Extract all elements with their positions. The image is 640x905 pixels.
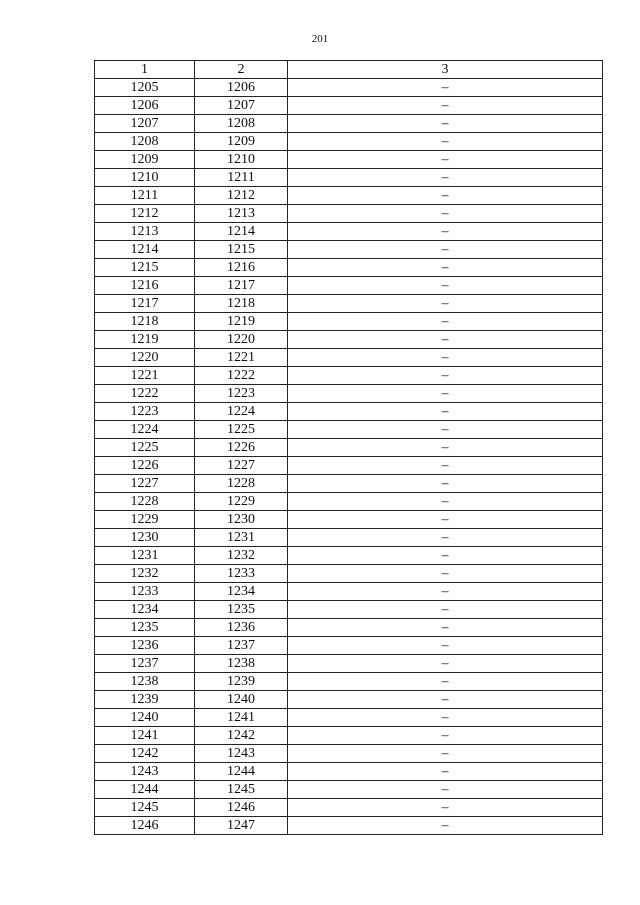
- table-cell-col-3: –: [288, 295, 603, 313]
- table-cell-col-3: –: [288, 493, 603, 511]
- table-cell-col-2: 1246: [195, 799, 288, 817]
- table-cell-col-1: 1215: [95, 259, 195, 277]
- table-cell-col-2: 1227: [195, 457, 288, 475]
- column-header-2: 2: [195, 61, 288, 79]
- table-cell-col-1: 1205: [95, 79, 195, 97]
- table-cell-col-1: 1221: [95, 367, 195, 385]
- table-cell-col-3: –: [288, 241, 603, 259]
- table-cell-col-2: 1220: [195, 331, 288, 349]
- table-row: [95, 439, 603, 457]
- table-cell-col-3: –: [288, 151, 603, 169]
- table-cell-col-3: –: [288, 349, 603, 367]
- table-cell-col-3: –: [288, 475, 603, 493]
- table-cell-col-3: –: [288, 421, 603, 439]
- table-cell-col-2: 1232: [195, 547, 288, 565]
- data-table: [94, 60, 603, 835]
- table-cell-col-1: 1239: [95, 691, 195, 709]
- table-cell-col-1: 1207: [95, 115, 195, 133]
- table-cell-col-1: 1228: [95, 493, 195, 511]
- table-cell-col-1: 1220: [95, 349, 195, 367]
- table-row: [95, 385, 603, 403]
- table-cell-col-3: –: [288, 511, 603, 529]
- table-cell-col-3: –: [288, 547, 603, 565]
- table-row: [95, 187, 603, 205]
- table-cell-col-2: 1214: [195, 223, 288, 241]
- table-row: [95, 223, 603, 241]
- table-cell-col-3: –: [288, 601, 603, 619]
- column-header-3: 3: [288, 61, 603, 79]
- table-cell-col-3: –: [288, 691, 603, 709]
- table-cell-col-2: 1215: [195, 241, 288, 259]
- table-cell-col-2: 1233: [195, 565, 288, 583]
- table-cell-col-1: 1214: [95, 241, 195, 259]
- table-cell-col-1: 1218: [95, 313, 195, 331]
- table-cell-col-3: –: [288, 115, 603, 133]
- table-row: [95, 277, 603, 295]
- table-cell-col-1: 1232: [95, 565, 195, 583]
- table-row: [95, 313, 603, 331]
- table-cell-col-1: 1241: [95, 727, 195, 745]
- table-cell-col-3: –: [288, 637, 603, 655]
- table-cell-col-2: 1225: [195, 421, 288, 439]
- table-cell-col-1: 1231: [95, 547, 195, 565]
- table-cell-col-1: 1224: [95, 421, 195, 439]
- table-cell-col-2: 1216: [195, 259, 288, 277]
- table-cell-col-3: –: [288, 385, 603, 403]
- table-row: [95, 529, 603, 547]
- table-cell-col-1: 1226: [95, 457, 195, 475]
- table-cell-col-3: –: [288, 727, 603, 745]
- table-cell-col-3: –: [288, 529, 603, 547]
- table-cell-col-2: 1230: [195, 511, 288, 529]
- table-cell-col-2: 1247: [195, 817, 288, 835]
- table-cell-col-3: –: [288, 673, 603, 691]
- table-cell-col-3: –: [288, 709, 603, 727]
- table-cell-col-1: 1233: [95, 583, 195, 601]
- table-cell-col-1: 1246: [95, 817, 195, 835]
- table-cell-col-2: 1210: [195, 151, 288, 169]
- table-cell-col-2: 1242: [195, 727, 288, 745]
- table-cell-col-2: 1235: [195, 601, 288, 619]
- table-cell-col-1: 1234: [95, 601, 195, 619]
- table-cell-col-1: 1235: [95, 619, 195, 637]
- table-cell-col-2: 1213: [195, 205, 288, 223]
- table-cell-col-1: 1238: [95, 673, 195, 691]
- table-cell-col-2: 1244: [195, 763, 288, 781]
- table-cell-col-2: 1207: [195, 97, 288, 115]
- table-cell-col-3: –: [288, 439, 603, 457]
- table-cell-col-2: 1211: [195, 169, 288, 187]
- table-cell-col-3: –: [288, 313, 603, 331]
- table-cell-col-3: –: [288, 187, 603, 205]
- table-row: [95, 421, 603, 439]
- table-cell-col-3: –: [288, 133, 603, 151]
- table-cell-col-1: 1245: [95, 799, 195, 817]
- table-cell-col-3: –: [288, 817, 603, 835]
- table-row: [95, 331, 603, 349]
- table-cell-col-2: 1206: [195, 79, 288, 97]
- table-row: [95, 403, 603, 421]
- table-row: [95, 745, 603, 763]
- table-cell-col-2: 1234: [195, 583, 288, 601]
- table-row: [95, 151, 603, 169]
- table-cell-col-2: 1209: [195, 133, 288, 151]
- table-cell-col-2: 1238: [195, 655, 288, 673]
- table-row: [95, 367, 603, 385]
- table-row: [95, 637, 603, 655]
- table-cell-col-2: 1222: [195, 367, 288, 385]
- header-row: [95, 61, 603, 79]
- table-row: [95, 493, 603, 511]
- table-row: [95, 781, 603, 799]
- table-row: [95, 601, 603, 619]
- table-cell-col-1: 1242: [95, 745, 195, 763]
- table-cell-col-3: –: [288, 655, 603, 673]
- table-cell-col-1: 1236: [95, 637, 195, 655]
- table-cell-col-1: 1206: [95, 97, 195, 115]
- table-row: [95, 817, 603, 835]
- table-cell-col-3: –: [288, 277, 603, 295]
- table-row: [95, 763, 603, 781]
- table-cell-col-2: 1237: [195, 637, 288, 655]
- table-cell-col-1: 1216: [95, 277, 195, 295]
- table-row: [95, 565, 603, 583]
- table-cell-col-1: 1237: [95, 655, 195, 673]
- table-cell-col-1: 1223: [95, 403, 195, 421]
- table-cell-col-3: –: [288, 619, 603, 637]
- table-cell-col-2: 1224: [195, 403, 288, 421]
- table-row: [95, 511, 603, 529]
- table-cell-col-3: –: [288, 583, 603, 601]
- table-cell-col-2: 1243: [195, 745, 288, 763]
- table-cell-col-3: –: [288, 331, 603, 349]
- table-cell-col-1: 1222: [95, 385, 195, 403]
- table-cell-col-2: 1218: [195, 295, 288, 313]
- table-cell-col-3: –: [288, 367, 603, 385]
- table-cell-col-3: –: [288, 763, 603, 781]
- table-cell-col-2: 1239: [195, 673, 288, 691]
- table-cell-col-1: 1219: [95, 331, 195, 349]
- table-row: [95, 115, 603, 133]
- table-cell-col-3: –: [288, 97, 603, 115]
- table-row: [95, 349, 603, 367]
- table-cell-col-1: 1209: [95, 151, 195, 169]
- table-cell-col-3: –: [288, 565, 603, 583]
- table-cell-col-1: 1244: [95, 781, 195, 799]
- table-body: [95, 79, 603, 835]
- table-cell-col-3: –: [288, 745, 603, 763]
- table-row: [95, 241, 603, 259]
- table-cell-col-2: 1240: [195, 691, 288, 709]
- table-cell-col-2: 1245: [195, 781, 288, 799]
- table-cell-col-1: 1243: [95, 763, 195, 781]
- table-cell-col-1: 1211: [95, 187, 195, 205]
- table-cell-col-2: 1217: [195, 277, 288, 295]
- table-cell-col-1: 1240: [95, 709, 195, 727]
- table-row: [95, 205, 603, 223]
- table-cell-col-3: –: [288, 79, 603, 97]
- table-row: [95, 169, 603, 187]
- table-cell-col-3: –: [288, 781, 603, 799]
- page-number: 201: [311, 33, 329, 45]
- table-cell-col-2: 1212: [195, 187, 288, 205]
- table-cell-col-3: –: [288, 457, 603, 475]
- table-cell-col-1: 1229: [95, 511, 195, 529]
- table-row: [95, 295, 603, 313]
- table-cell-col-1: 1210: [95, 169, 195, 187]
- table-cell-col-3: –: [288, 169, 603, 187]
- table-cell-col-3: –: [288, 403, 603, 421]
- table-cell-col-2: 1221: [195, 349, 288, 367]
- table-cell-col-2: 1219: [195, 313, 288, 331]
- table-cell-col-1: 1212: [95, 205, 195, 223]
- table-cell-col-3: –: [288, 205, 603, 223]
- table-cell-col-3: –: [288, 223, 603, 241]
- table-cell-col-1: 1217: [95, 295, 195, 313]
- table-cell-col-2: 1236: [195, 619, 288, 637]
- table-row: [95, 691, 603, 709]
- table-cell-col-2: 1208: [195, 115, 288, 133]
- table-row: [95, 655, 603, 673]
- table-cell-col-2: 1229: [195, 493, 288, 511]
- table-row: [95, 97, 603, 115]
- table-row: [95, 709, 603, 727]
- table-row: [95, 547, 603, 565]
- table-cell-col-2: 1241: [195, 709, 288, 727]
- table-row: [95, 619, 603, 637]
- table-cell-col-1: 1227: [95, 475, 195, 493]
- table-cell-col-1: 1213: [95, 223, 195, 241]
- table-row: [95, 475, 603, 493]
- table-cell-col-1: 1225: [95, 439, 195, 457]
- table-row: [95, 727, 603, 745]
- table-row: [95, 79, 603, 97]
- table-cell-col-2: 1226: [195, 439, 288, 457]
- table-cell-col-3: –: [288, 259, 603, 277]
- table-row: [95, 799, 603, 817]
- table-row: [95, 673, 603, 691]
- column-header-1: 1: [95, 61, 195, 79]
- table-cell-col-2: 1223: [195, 385, 288, 403]
- table-row: [95, 133, 603, 151]
- table-cell-col-2: 1231: [195, 529, 288, 547]
- table-cell-col-1: 1230: [95, 529, 195, 547]
- table-cell-col-2: 1228: [195, 475, 288, 493]
- table-cell-col-3: –: [288, 799, 603, 817]
- table-row: [95, 583, 603, 601]
- table-row: [95, 259, 603, 277]
- table-header: [95, 61, 603, 79]
- table-row: [95, 457, 603, 475]
- table-cell-col-1: 1208: [95, 133, 195, 151]
